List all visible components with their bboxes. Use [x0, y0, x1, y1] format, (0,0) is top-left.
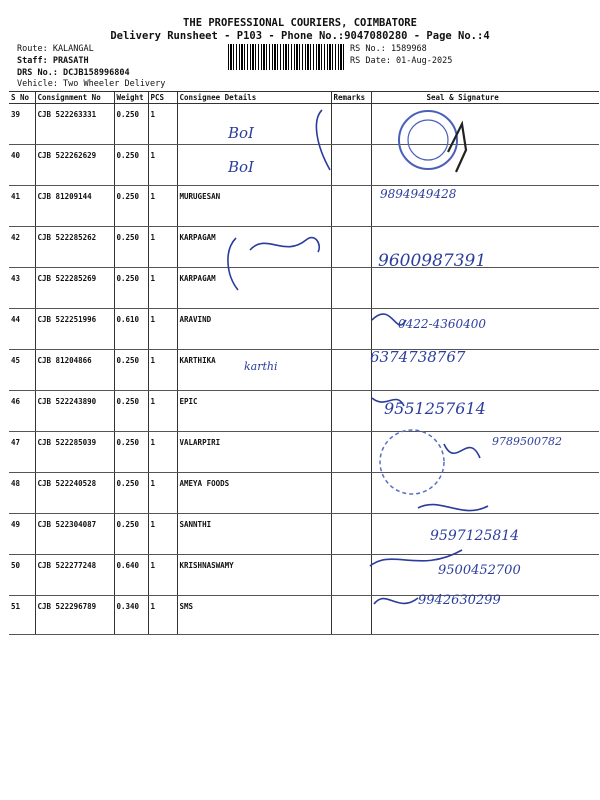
cell-sno: 49 — [9, 514, 35, 555]
cell-cno: CJB 522304087 — [35, 514, 114, 555]
staff-label: Staff: PRASATH — [17, 56, 89, 66]
cell-pcs: 1 — [148, 309, 177, 350]
cell-pcs: 1 — [148, 391, 177, 432]
cell-cno: CJB 522263331 — [35, 104, 114, 145]
cell-pcs: 1 — [148, 596, 177, 635]
cell-sno: 47 — [9, 432, 35, 473]
rs-number: RS No.: 1589968 — [350, 44, 427, 54]
cell-consignee: KARPAGAM — [177, 268, 331, 309]
cell-pcs: 1 — [148, 555, 177, 596]
cell-weight: 0.250 — [114, 432, 148, 473]
col-header-sno: S No — [9, 92, 35, 104]
cell-weight: 0.250 — [114, 104, 148, 145]
cell-sno: 39 — [9, 104, 35, 145]
cell-cno: CJB 522262629 — [35, 145, 114, 186]
cell-consignee: SMS — [177, 596, 331, 635]
cell-pcs: 1 — [148, 268, 177, 309]
cell-pcs: 1 — [148, 145, 177, 186]
cell-consignee: EPIC — [177, 391, 331, 432]
handwritten-phone: 9500452700 — [438, 563, 521, 578]
cell-consignee: MURUGESAN — [177, 186, 331, 227]
cell-pcs: 1 — [148, 473, 177, 514]
cell-weight: 0.250 — [114, 350, 148, 391]
cell-weight: 0.250 — [114, 473, 148, 514]
cell-pcs: 1 — [148, 186, 177, 227]
signature-stroke — [374, 598, 418, 604]
cell-cno: CJB 81209144 — [35, 186, 114, 227]
cell-weight: 0.250 — [114, 391, 148, 432]
signature-stroke — [444, 444, 480, 458]
cell-cno: CJB 522251996 — [35, 309, 114, 350]
cell-sno: 40 — [9, 145, 35, 186]
cell-sno: 43 — [9, 268, 35, 309]
cell-sno: 44 — [9, 309, 35, 350]
cell-sno: 50 — [9, 555, 35, 596]
col-header-weight: Weight — [114, 92, 148, 104]
cell-pcs: 1 — [148, 514, 177, 555]
cell-cno: CJB 522285039 — [35, 432, 114, 473]
signature-stroke — [228, 238, 238, 290]
cell-weight: 0.250 — [114, 186, 148, 227]
cell-cno: CJB 522296789 — [35, 596, 114, 635]
handwritten-name: karthi — [244, 360, 278, 373]
cell-weight: 0.610 — [114, 309, 148, 350]
signature-stroke — [250, 238, 319, 252]
cell-cno: CJB 81204866 — [35, 350, 114, 391]
handwritten-phone: 6374738767 — [370, 348, 466, 366]
cell-weight: 0.250 — [114, 268, 148, 309]
seal-stamp-2 — [380, 430, 444, 494]
col-header-consignee: Consignee Details — [177, 92, 331, 104]
cell-sno: 41 — [9, 186, 35, 227]
cell-consignee: VALARPIRI — [177, 432, 331, 473]
cell-pcs: 1 — [148, 227, 177, 268]
cell-consignee: KRISHNASWAMY — [177, 555, 331, 596]
cell-pcs: 1 — [148, 350, 177, 391]
handwritten-phone: 9551257614 — [384, 399, 486, 418]
cell-pcs: 1 — [148, 104, 177, 145]
vehicle-label: Vehicle: Two Wheeler Delivery — [17, 79, 166, 89]
cell-weight: 0.250 — [114, 227, 148, 268]
cell-pcs: 1 — [148, 432, 177, 473]
col-header-signature: Seal & Signature — [371, 92, 599, 104]
seal-stamp — [399, 111, 466, 172]
cell-weight: 0.250 — [114, 514, 148, 555]
cell-weight: 0.250 — [114, 145, 148, 186]
cell-consignee: KARTHIKA — [177, 350, 331, 391]
handwritten-boi-2: BoI — [228, 158, 254, 176]
handwritten-boi-1: BoI — [228, 124, 254, 142]
cell-consignee: ARAVIND — [177, 309, 331, 350]
col-header-pcs: PCS — [148, 92, 177, 104]
handwritten-phone: 9789500782 — [492, 435, 562, 448]
cell-weight: 0.640 — [114, 555, 148, 596]
rs-date: RS Date: 01-Aug-2025 — [350, 56, 453, 66]
cell-sno: 48 — [9, 473, 35, 514]
cell-cno: CJB 522285262 — [35, 227, 114, 268]
handwritten-phone: 9600987391 — [378, 251, 487, 271]
cell-cno: CJB 522240528 — [35, 473, 114, 514]
company-title: THE PROFESSIONAL COURIERS, COIMBATORE — [183, 17, 417, 29]
cell-consignee: AMEYA FOODS — [177, 473, 331, 514]
runsheet-subtitle: Delivery Runsheet - P103 - Phone No.:9047080280 - Page No.:4 — [110, 30, 490, 42]
cell-sno: 45 — [9, 350, 35, 391]
cell-cno: CJB 522243890 — [35, 391, 114, 432]
handwritten-phone: 9942630299 — [418, 593, 501, 608]
cell-weight: 0.340 — [114, 596, 148, 635]
cell-consignee: KARPAGAM — [177, 227, 331, 268]
cell-cno: CJB 522277248 — [35, 555, 114, 596]
col-header-consignment: Consignment No — [35, 92, 114, 104]
signature-stroke — [316, 110, 330, 170]
col-header-remarks: Remarks — [331, 92, 371, 104]
handwritten-phone: 9597125814 — [430, 528, 520, 544]
drs-label: DRS No.: DCJB158996804 — [17, 68, 130, 78]
route-label: Route: KALANGAL — [17, 44, 94, 54]
cell-consignee: SANNTHI — [177, 514, 331, 555]
handwritten-phone: 0422-4360400 — [398, 317, 487, 331]
signature-stroke — [418, 505, 488, 511]
cell-sno: 51 — [9, 596, 35, 635]
cell-sno: 42 — [9, 227, 35, 268]
cell-sno: 46 — [9, 391, 35, 432]
cell-cno: CJB 522285269 — [35, 268, 114, 309]
handwritten-phone: 9894949428 — [380, 187, 457, 201]
